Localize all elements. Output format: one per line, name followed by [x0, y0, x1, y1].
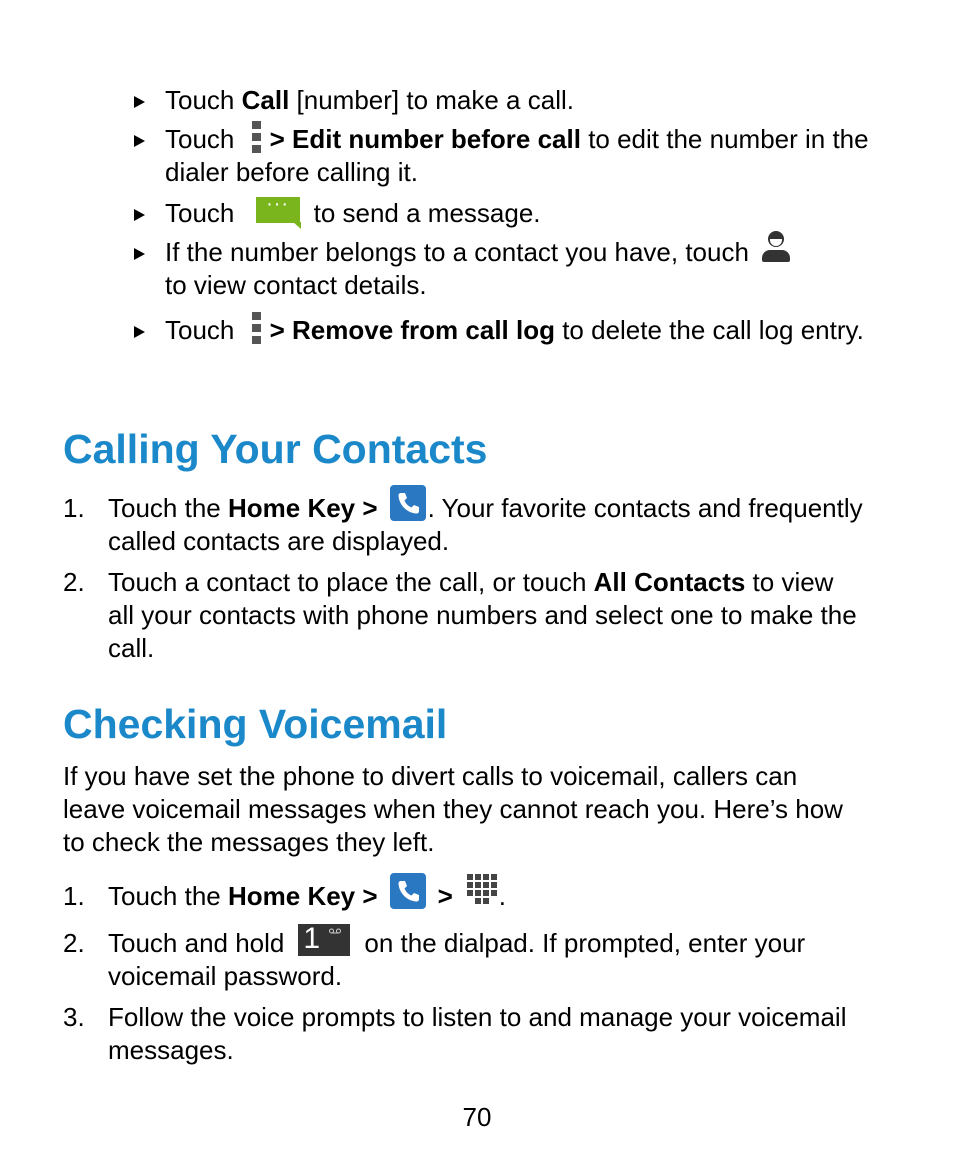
message-icon — [256, 193, 300, 223]
bullet-list — [134, 84, 874, 347]
step-item — [63, 492, 863, 558]
calling-steps — [63, 492, 863, 665]
bullet-arrow-icon — [134, 326, 145, 338]
bullet-text: to delete the call log entry. — [554, 315, 864, 345]
step-item — [63, 566, 863, 665]
step-text: Touch the — [108, 881, 228, 911]
bullet-item — [134, 236, 874, 302]
page-number: 70 — [462, 1102, 492, 1132]
step-text: Follow the voice prompts to listen to and manage your voicemail messages. — [108, 1002, 847, 1065]
bullet-text: to edit the number in the dialer before calling it. — [165, 124, 869, 187]
step-bold: > — [437, 881, 453, 911]
phone-icon — [390, 485, 426, 521]
step-number: 1. — [63, 881, 85, 911]
calling-contacts-heading: Calling Your Contacts — [63, 426, 488, 472]
voicemail-intro: If you have set the phone to divert calls to voicemail, callers can leave voicemail messages when they cannot reach you. Here’s how to check the messages they left. — [63, 761, 843, 857]
bullet-item — [134, 193, 874, 230]
bullet-bold: > Edit number before call — [269, 124, 581, 154]
step-number: 1. — [63, 493, 85, 523]
step-number: 3. — [63, 1002, 85, 1032]
bullet-text: to view contact details. — [165, 270, 427, 300]
more-menu-icon — [252, 312, 262, 344]
step-item — [63, 880, 863, 913]
bullet-item — [134, 84, 874, 117]
bullet-text: Touch — [165, 124, 242, 154]
step-text: on the dialpad. If prompted, enter your voicemail password. — [108, 928, 806, 991]
step-item — [63, 1001, 863, 1067]
one-key-icon — [298, 924, 350, 956]
bullet-arrow-icon — [134, 135, 145, 147]
bullet-bold: Call — [241, 85, 290, 115]
step-text: Touch and hold — [108, 928, 285, 958]
step-text: Touch a contact to place the call, or touch — [108, 567, 594, 597]
step-text: to view all your contacts with phone numbers and select one to make the call. — [108, 567, 857, 663]
contact-icon — [759, 230, 793, 266]
bullet-bold: > Remove from call log — [269, 315, 555, 345]
step-number: 2. — [63, 567, 85, 597]
bullet-text: Touch — [165, 85, 242, 115]
step-item — [63, 922, 863, 993]
step-text: . Your favorite contacts and frequently called contacts are displayed. — [108, 493, 863, 556]
step-text: . — [498, 881, 506, 911]
voicemail-icon — [329, 928, 341, 934]
more-menu-icon — [252, 121, 262, 153]
bullet-item — [134, 314, 874, 347]
step-number: 2. — [63, 928, 85, 958]
bullet-text: Touch — [165, 315, 242, 345]
step-bold: All Contacts — [593, 567, 746, 597]
bullet-text: If the number belongs to a contact you have, touch — [165, 237, 749, 267]
checking-voicemail-heading: Checking Voicemail — [63, 701, 448, 747]
step-bold: Home Key > — [227, 881, 378, 911]
step-text: Touch the — [108, 493, 228, 523]
step-bold: Home Key > — [227, 493, 378, 523]
bullet-text: Touch — [165, 198, 242, 228]
message-icon-dots: ··· — [266, 193, 290, 216]
one-key-digit: 1 — [303, 922, 321, 956]
dialpad-icon — [467, 874, 499, 906]
bullet-arrow-icon — [134, 209, 145, 221]
phone-icon — [390, 873, 426, 909]
voicemail-steps — [63, 880, 863, 1067]
bullet-arrow-icon — [134, 96, 145, 108]
bullet-item — [134, 123, 874, 189]
bullet-text: to send a message. — [313, 198, 541, 228]
bullet-arrow-icon — [134, 248, 145, 260]
bullet-text: [number] to make a call. — [289, 85, 574, 115]
